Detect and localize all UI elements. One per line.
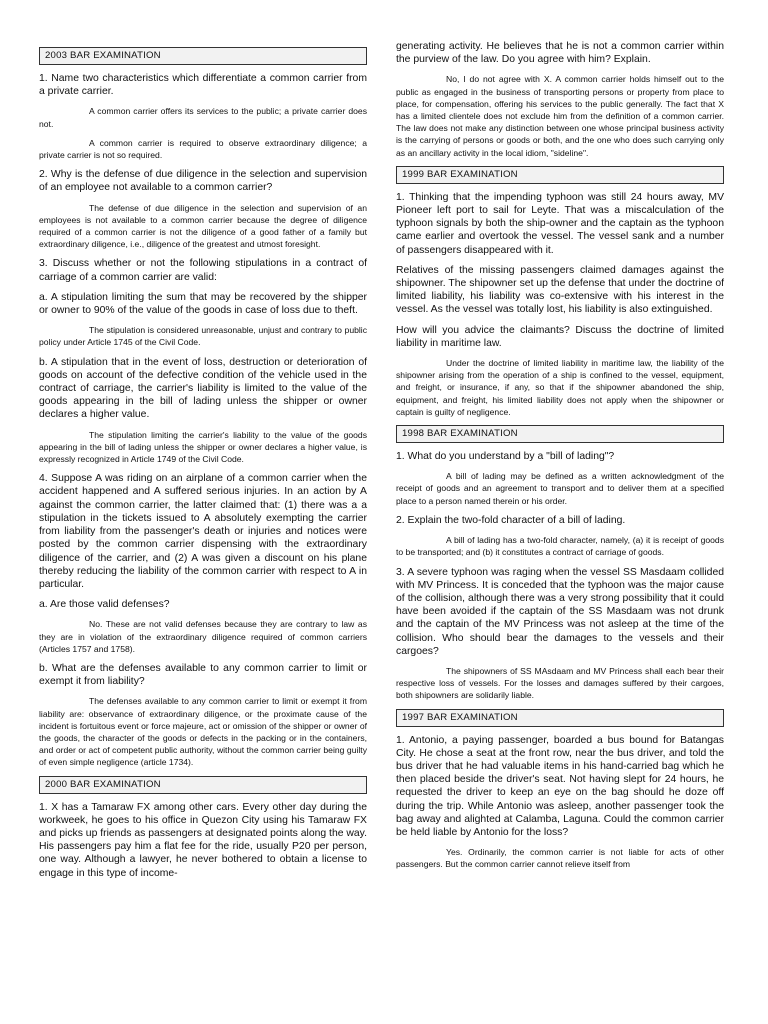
question: 2. Explain the two-fold character of a bill of lading. — [396, 514, 626, 526]
answer: Yes. Ordinarily, the common carrier is not liable for acts of other passengers. But the common carrier cannot relieve itself from — [396, 847, 724, 870]
section-header-1998: 1998 BAR EXAMINATION — [396, 425, 724, 443]
answer: The defenses available to any common carrier to limit or exempt it from liability are: observance of extraordinary diligence, or the proximate cause of the incident is fortuitous event or force majeure, act or omission of the shipper or owner of the goods, the character of the goods or defects in the packing or in the containers, and order or act of competent public authority, without the common carrier being guilty of even simple negligence (article 1734). — [39, 696, 367, 768]
answer: A bill of lading has a two-fold character, namely, (a) it is receipt of goods to be transported; and (b) it constitutes a contract of carriage of goods. — [396, 535, 724, 558]
answer: A bill of lading may be defined as a written acknowledgment of the receipt of goods and an agreement to transport and to deliver them at a specified place to a person named therein or his order. — [396, 471, 724, 506]
section-header-2003: 2003 BAR EXAMINATION — [39, 47, 367, 65]
answer: No, I do not agree with X. A common carrier holds himself out to the public as engaged in the business of transporting persons or property from place to place, for compensation, offering his services to the public generally. The fact that X has a limited clientele does not exclude him from the definition of a common carrier. The law does not make any distinction between one whose principal business activity is the carrying of persons or goods or both, and the one who does such carrying only as an ancillary activity in the local idiom, "sideline". — [396, 74, 724, 158]
question: b. What are the defenses available to any common carrier to limit or exempt it from liability? — [39, 662, 367, 688]
section-header-2000: 2000 BAR EXAMINATION — [39, 776, 367, 794]
question-continued: generating activity. He believes that he is not a common carrier within the purview of the law. Do you agree with him? Explain. — [396, 41, 724, 66]
question: 1. Thinking that the impending typhoon was still 24 hours away, MV Pioneer left port to sail for Leyte. That was a miscalculation of the typhoon signals by both the ship-owner and the captain as the typhoon came earlier and overtook the vessel. The vessel sank and a number of passengers disappeared with it. — [396, 191, 724, 256]
section-header-1997: 1997 BAR EXAMINATION — [396, 709, 724, 727]
question: a. A stipulation limiting the sum that may be recovered by the shipper or owner to 90% of the value of the goods in case of loss due to theft. — [39, 291, 367, 317]
answer: A common carrier is required to observe extraordinary diligence; a private carrier is not so required. — [39, 137, 367, 161]
question: 2. Why is the defense of due diligence in the selection and supervision of an employee not available to a common carrier? — [39, 169, 367, 194]
question: 1. X has a Tamaraw FX among other cars. Every other day during the workweek, he goes to his office in Quezon City using his Tamaraw FX and picks up friends as passengers at designated points along the way. His passengers pay him a flat fee for the ride, usually P20 per person, one way. Although a lawyer, he never bothered to obtain a license to engage in this type of income- — [39, 801, 367, 879]
question: 3. A severe typhoon was raging when the vessel SS Masdaam collided with MV Princess. It is conceded that the typhoon was the major cause of the collision, although there was a very strong possibility that it could have been avoided if the captain of the SS Masdaam was not drunk and the captain of the MV Princess was not asleep at the time of the collision. Who should bear the damages to the vessels and their cargoes? — [396, 566, 724, 657]
answer: Under the doctrine of limited liability in maritime law, the liability of the shipowner arising from the operation of a ship is confined to the vessel, equipment, and freight, or insurance, if any, so that if the shipowner abandoned the ship, equipment, and freight, his limited liability does not apply when the shipowner or captain is guilty of negligence. — [396, 358, 724, 417]
question: 1. What do you understand by a "bill of lading"? — [396, 451, 615, 463]
answer: A common carrier offers its services to the public; a private carrier does not. — [39, 106, 367, 129]
question: How will you advice the claimants? Discuss the doctrine of limited liability in maritime law. — [396, 324, 724, 349]
question: 1. Antonio, a paying passenger, boarded a bus bound for Batangas City. He chose a seat at the front row, near the bus driver, and told the bus driver that he had valuable items in his hand-carried bag which he then placed beside the driver's seat. Not having slept for 24 hours, he requested the driver to keep an eye on the bag should he doze off during the trip. While Antonio was asleep, another passenger took the bag away and alighted at Calamba, Laguna. Could the common carrier be held liable by Antonio for the loss? — [396, 734, 724, 838]
question: 1. Name two characteristics which differentiate a common carrier from a private carrier. — [39, 73, 367, 98]
question: b. A stipulation that in the event of loss, destruction or deterioration of goods on account of the defective condition of the vehicle used in the contract of carriage, the carrier's liability is limited to the value of the goods appearing in the bill of lading unless the shipper or owner declares a higher value. — [39, 356, 367, 421]
question: 3. Discuss whether or not the following stipulations in a contract of carriage of a common carrier are valid: — [39, 258, 367, 283]
section-header-1999: 1999 BAR EXAMINATION — [396, 166, 724, 184]
answer: The shipowners of SS MAsdaam and MV Princess shall each bear their respective loss of vessels. For the losses and damages suffered by their cargoes, both shipowners are solidarily liable. — [396, 665, 724, 701]
question: 4. Suppose A was riding on an airplane of a common carrier when the accident happened and A suffered serious injuries. In an action by A against the common carrier, the latter claimed that: (1) there was a a stipulation in the tickets issued to A absolutely exempting the carrier from liability from the passenger's death or injuries and notices were posted by the common carrier dispensing with the extraordinary diligence of the carrier, and (2) A was given a discount on his plane thereby reducing the liability of the common carrier with respect to A in particular. — [39, 473, 367, 590]
answer: No. These are not valid defenses because they are contrary to law as they are in violation of the extraordinary diligence required of common carriers (Articles 1757 and 1758). — [39, 619, 367, 654]
question: Relatives of the missing passengers claimed damages against the shipowner. The shipowner set up the defense that under the doctrine of limited liability, his liability was co-extensive with his interest in the vessel. As the vessel was totally lost, his liability is also extinguished. — [396, 264, 724, 316]
left-column — [39, 47, 367, 887]
answer: The defense of due diligence in the selection and supervision of an employees is not available to a common carrier because the degree of diligence required of a common carrier is not the diligence of a good father of a family but extraordinary diligence, i.e., diligence of the greatest and utmost foresight. — [39, 202, 367, 250]
answer: The stipulation is considered unreasonable, unjust and contrary to public policy under Article 1745 of the Civil Code. — [39, 325, 367, 348]
right-column — [396, 40, 724, 878]
question: a. Are those valid defenses? — [39, 599, 170, 611]
answer: The stipulation limiting the carrier's liability to the value of the goods appearing in the bill of lading unless the shipper or owner declares a higher value, is expressly recognized in Article 1749 of the Civil Code. — [39, 429, 367, 465]
